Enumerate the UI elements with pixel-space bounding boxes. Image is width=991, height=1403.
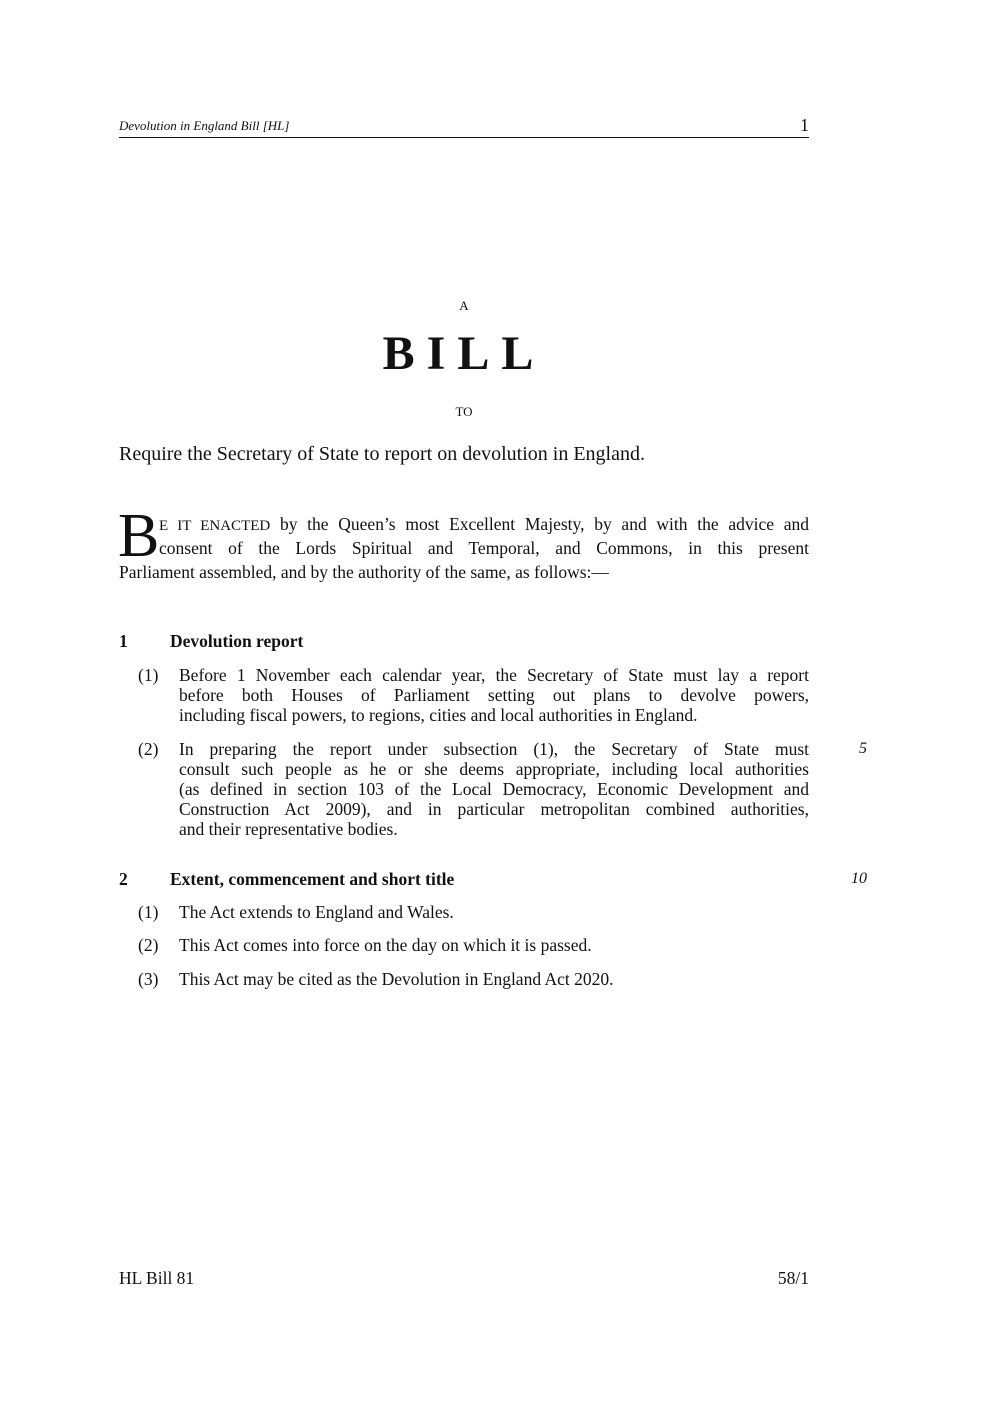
subsection-line: Construction Act 2009), and in particular metropolitan combined authorities, xyxy=(179,799,809,819)
long-title: Require the Secretary of State to report on devolution in England. xyxy=(119,443,645,465)
subsection-number: (1) xyxy=(138,902,159,922)
footer-print-ref: 58/1 xyxy=(777,1268,809,1288)
subsection-number: (2) xyxy=(138,935,159,955)
section-heading: Devolution report xyxy=(170,631,304,651)
footer-bill-number: HL Bill 81 xyxy=(119,1268,195,1288)
subsection-number: (1) xyxy=(138,665,159,685)
subsection-line: and their representative bodies. xyxy=(179,819,398,839)
subsection-line: In preparing the report under subsection (1), the Secretary of State must xyxy=(179,739,809,759)
running-header xyxy=(119,116,809,138)
preamble-a: A xyxy=(459,298,469,313)
subsection-number: (3) xyxy=(138,969,159,989)
preamble-to: TO xyxy=(455,404,473,419)
subsection-line: (as defined in section 103 of the Local Democracy, Economic Development and xyxy=(179,779,809,799)
section-number: 2 xyxy=(119,869,128,889)
subsection-line: This Act comes into force on the day on which it is passed. xyxy=(179,935,592,955)
subsection-line: including fiscal powers, to regions, cities and local authorities in England. xyxy=(179,705,698,725)
enacting-line: consent of the Lords Spiritual and Temporal, and Commons, in this present xyxy=(159,538,809,558)
subsection-line: consult such people as he or she deems appropriate, including local authorities xyxy=(179,759,809,779)
section-heading: Extent, commencement and short title xyxy=(170,869,455,889)
subsection-line: This Act may be cited as the Devolution in England Act 2020. xyxy=(179,969,614,989)
enacting-line xyxy=(159,514,809,534)
bill-heading: BILL xyxy=(382,327,546,380)
enacting-caps: E IT ENACTED xyxy=(159,518,271,534)
subsection-number: (2) xyxy=(138,739,159,759)
subsection-line: before both Houses of Parliament setting out plans to devolve powers, xyxy=(179,685,809,705)
page-number: 1 xyxy=(800,115,809,135)
drop-cap: B xyxy=(118,502,160,570)
header-title: Devolution in England Bill [HL] xyxy=(119,118,290,133)
enacting-text: by the Queen’s most Excellent Majesty, by and with the advice and xyxy=(270,514,809,534)
section-number: 1 xyxy=(119,631,128,651)
enacting-line: Parliament assembled, and by the authority of the same, as follows:— xyxy=(119,562,609,582)
line-number: 10 xyxy=(851,870,867,887)
subsection-line: The Act extends to England and Wales. xyxy=(179,902,454,922)
subsection-line: Before 1 November each calendar year, the Secretary of State must lay a report xyxy=(179,665,809,685)
line-number: 5 xyxy=(859,740,867,757)
